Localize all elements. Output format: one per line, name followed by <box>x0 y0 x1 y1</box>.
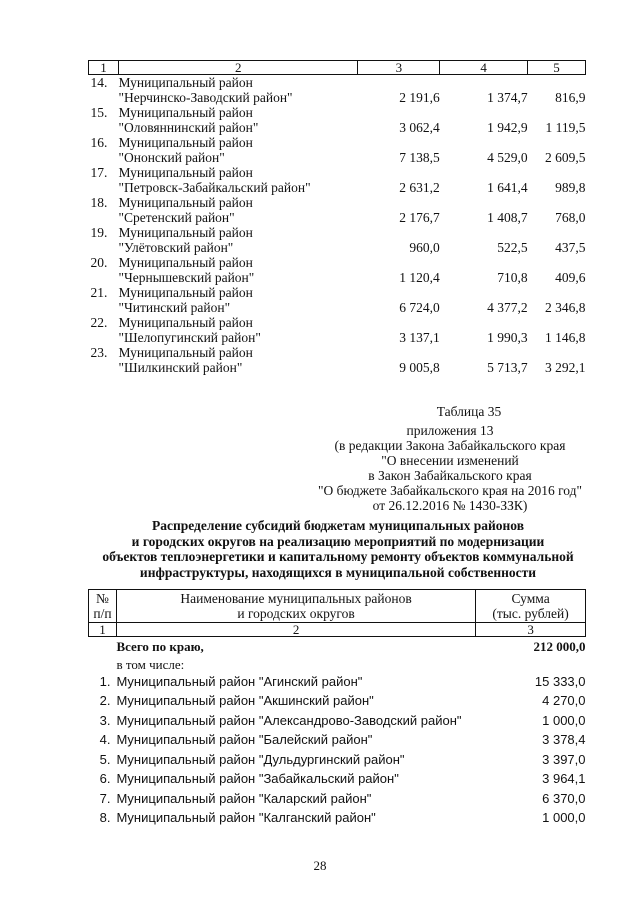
row-name-line2: "Оловяннинский район" <box>118 120 259 135</box>
row-name: Муниципальный район "Акшинский район" <box>116 693 374 708</box>
table-row <box>89 789 586 809</box>
total-label: Всего по краю, <box>116 639 204 654</box>
table-row <box>89 691 586 711</box>
header-text: Наименование муниципальных районов <box>180 591 412 606</box>
row-value-total: 6 724,0 <box>399 300 440 315</box>
heading-line: инфраструктуры, находящихся в муниципальной собственности <box>139 564 537 580</box>
header-text: № <box>96 591 109 606</box>
row-amount: 1 000,0 <box>542 712 586 728</box>
header-number-cell <box>89 590 117 623</box>
row-amount: 15 333,0 <box>534 673 586 689</box>
row-amount: 4 270,0 <box>542 693 586 708</box>
row-name: Муниципальный район "Каларский район" <box>116 790 372 806</box>
row-value-total: 3 062,4 <box>399 120 440 135</box>
column-number: 4 <box>440 61 528 75</box>
column-number: 2 <box>116 623 475 637</box>
row-value-regional: 4 529,0 <box>487 150 528 165</box>
row-name: Муниципальный район "Дульдургинский район" <box>116 751 405 767</box>
row-value-local: 2 346,8 <box>545 300 586 315</box>
row-amount: 3 397,0 <box>542 751 586 767</box>
including-label: в том числе: <box>116 656 185 672</box>
row-value-local: 1 119,5 <box>545 120 586 135</box>
row-name-line1: Муниципальный район <box>118 345 253 360</box>
row-value-local: 816,9 <box>555 90 586 105</box>
row-value-regional: 1 942,9 <box>487 120 528 135</box>
row-name-line2: "Нерчинско-Заводский район" <box>118 90 293 105</box>
row-name: Муниципальный район "Агинский район" <box>116 673 363 689</box>
table-row <box>89 75 586 91</box>
row-value-regional: 1 374,7 <box>487 90 528 105</box>
row-value-total: 2 191,6 <box>399 90 440 105</box>
column-number-row <box>89 623 586 637</box>
row-value-total: 2 631,2 <box>399 180 440 195</box>
column-number: 2 <box>118 61 358 75</box>
caption-line: "О бюджете Забайкальского края на 2016 год" <box>317 483 583 498</box>
row-value-local: 3 292,1 <box>545 360 586 375</box>
table-row <box>89 711 586 731</box>
row-index: 17. <box>90 165 108 180</box>
row-name-line1: Муниципальный район <box>118 285 253 300</box>
row-name-line2: "Чернышевский район" <box>118 270 255 285</box>
row-value-total: 7 138,5 <box>399 150 440 165</box>
row-value-total: 3 137,1 <box>399 330 440 345</box>
row-index: 4. <box>99 732 111 747</box>
table-row <box>89 769 586 789</box>
row-index: 15. <box>90 105 108 120</box>
row-name: Муниципальный район "Александрово-Заводский район" <box>116 712 462 728</box>
table-caption-title: Таблица 35 <box>436 404 502 419</box>
row-name-line2: "Читинский район" <box>118 300 231 315</box>
table-row <box>89 225 586 240</box>
row-index: 8. <box>99 810 111 825</box>
table-row <box>89 750 586 770</box>
row-value-total: 1 120,4 <box>399 270 440 285</box>
row-name-line1: Муниципальный район <box>118 165 253 180</box>
table-row <box>89 345 586 360</box>
row-index: 6. <box>99 771 111 786</box>
row-index: 19. <box>90 225 108 240</box>
caption-line: (в редакции Закона Забайкальского края <box>334 438 566 453</box>
caption-line: в Закон Забайкальского края <box>368 468 532 483</box>
row-value-local: 989,8 <box>555 180 586 195</box>
header-text: Сумма <box>511 591 550 606</box>
row-value-regional: 710,8 <box>497 270 528 285</box>
column-number: 3 <box>476 623 586 637</box>
row-name-line1: Муниципальный район <box>118 225 253 240</box>
subsidy-table <box>88 589 586 828</box>
row-index: 5. <box>99 751 111 767</box>
row-index: 14. <box>90 75 108 90</box>
total-row <box>89 637 586 657</box>
row-value-regional: 522,5 <box>497 240 528 255</box>
row-name-line1: Муниципальный район <box>118 135 253 150</box>
including-row <box>89 657 586 672</box>
row-index: 22. <box>90 315 108 330</box>
row-index: 7. <box>99 790 111 806</box>
table-row <box>89 315 586 330</box>
row-index: 21. <box>90 285 108 300</box>
row-index: 2. <box>99 693 111 708</box>
column-number: 1 <box>89 61 119 75</box>
header-text: п/п <box>93 606 112 621</box>
row-amount: 6 370,0 <box>542 790 586 806</box>
total-value: 212 000,0 <box>533 639 586 654</box>
row-value-local: 1 146,8 <box>545 330 586 345</box>
column-number: 1 <box>89 623 117 637</box>
header-text: (тыс. рублей) <box>492 606 569 621</box>
column-number-row <box>89 61 586 75</box>
header-text: и городских округов <box>237 606 355 621</box>
row-name-line1: Муниципальный район <box>118 315 253 330</box>
row-value-local: 768,0 <box>555 210 586 225</box>
row-name: Муниципальный район "Забайкальский район" <box>116 771 399 786</box>
table-row <box>89 165 586 180</box>
row-name-line2: "Ононский район" <box>118 150 225 165</box>
row-value-local: 409,6 <box>555 270 586 285</box>
table-row <box>89 195 586 210</box>
table-row <box>89 255 586 270</box>
row-value-local: 2 609,5 <box>545 150 586 165</box>
row-name: Муниципальный район "Калганский район" <box>116 810 376 825</box>
row-index: 16. <box>90 135 108 150</box>
row-name-line1: Муниципальный район <box>118 195 253 210</box>
table-heading <box>88 518 588 580</box>
caption-line: "О внесении изменений <box>381 453 519 468</box>
row-amount: 1 000,0 <box>542 810 586 825</box>
column-number: 3 <box>358 61 440 75</box>
row-index: 1. <box>99 673 111 689</box>
row-index: 23. <box>90 345 108 360</box>
table-row <box>89 135 586 150</box>
row-amount: 3 964,1 <box>542 771 586 786</box>
row-value-regional: 4 377,2 <box>487 300 528 315</box>
row-value-regional: 5 713,7 <box>487 360 528 375</box>
header-name-cell <box>116 590 475 623</box>
caption-line: приложения 13 <box>406 423 494 438</box>
row-amount: 3 378,4 <box>542 732 586 747</box>
row-value-regional: 1 408,7 <box>487 210 528 225</box>
row-name-line1: Муниципальный район <box>118 255 253 270</box>
row-name-line2: "Шилкинский район" <box>118 360 243 375</box>
table-row <box>89 730 586 750</box>
heading-line: Распределение субсидий бюджетам муниципальных районов <box>151 518 525 533</box>
row-value-total: 9 005,8 <box>399 360 440 375</box>
row-name-line1: Муниципальный район <box>118 105 253 120</box>
row-value-total: 2 176,7 <box>399 210 440 225</box>
table-caption <box>310 404 590 513</box>
table-row <box>89 808 586 828</box>
table-header-row <box>89 590 586 623</box>
row-index: 3. <box>99 712 111 728</box>
column-number: 5 <box>528 61 586 75</box>
row-index: 18. <box>90 195 108 210</box>
row-name-line2: "Сретенский район" <box>118 210 235 225</box>
continued-table <box>88 60 586 375</box>
page-number: 28 <box>313 858 327 873</box>
table-row <box>89 672 586 692</box>
heading-line: объектов теплоэнергетики и капитальному ремонту объектов коммунальной <box>102 549 574 564</box>
row-name-line2: "Улётовский район" <box>118 240 234 255</box>
row-value-total: 960,0 <box>409 240 440 255</box>
row-index: 20. <box>90 255 108 270</box>
row-name: Муниципальный район "Балейский район" <box>116 732 373 747</box>
row-value-regional: 1 641,4 <box>487 180 528 195</box>
row-name-line2: "Петровск-Забайкальский район" <box>118 180 311 195</box>
caption-line: от 26.12.2016 № 1430-ЗЗК) <box>372 498 528 513</box>
row-name-line2: "Шелопугинский район" <box>118 330 261 345</box>
row-value-local: 437,5 <box>555 240 586 255</box>
heading-line: и городских округов на реализацию мероприятий по модернизации <box>131 533 545 549</box>
table-row <box>89 285 586 300</box>
row-name-line1: Муниципальный район <box>118 75 253 90</box>
header-sum-cell <box>476 590 586 623</box>
table-row <box>89 105 586 120</box>
row-value-regional: 1 990,3 <box>487 330 528 345</box>
